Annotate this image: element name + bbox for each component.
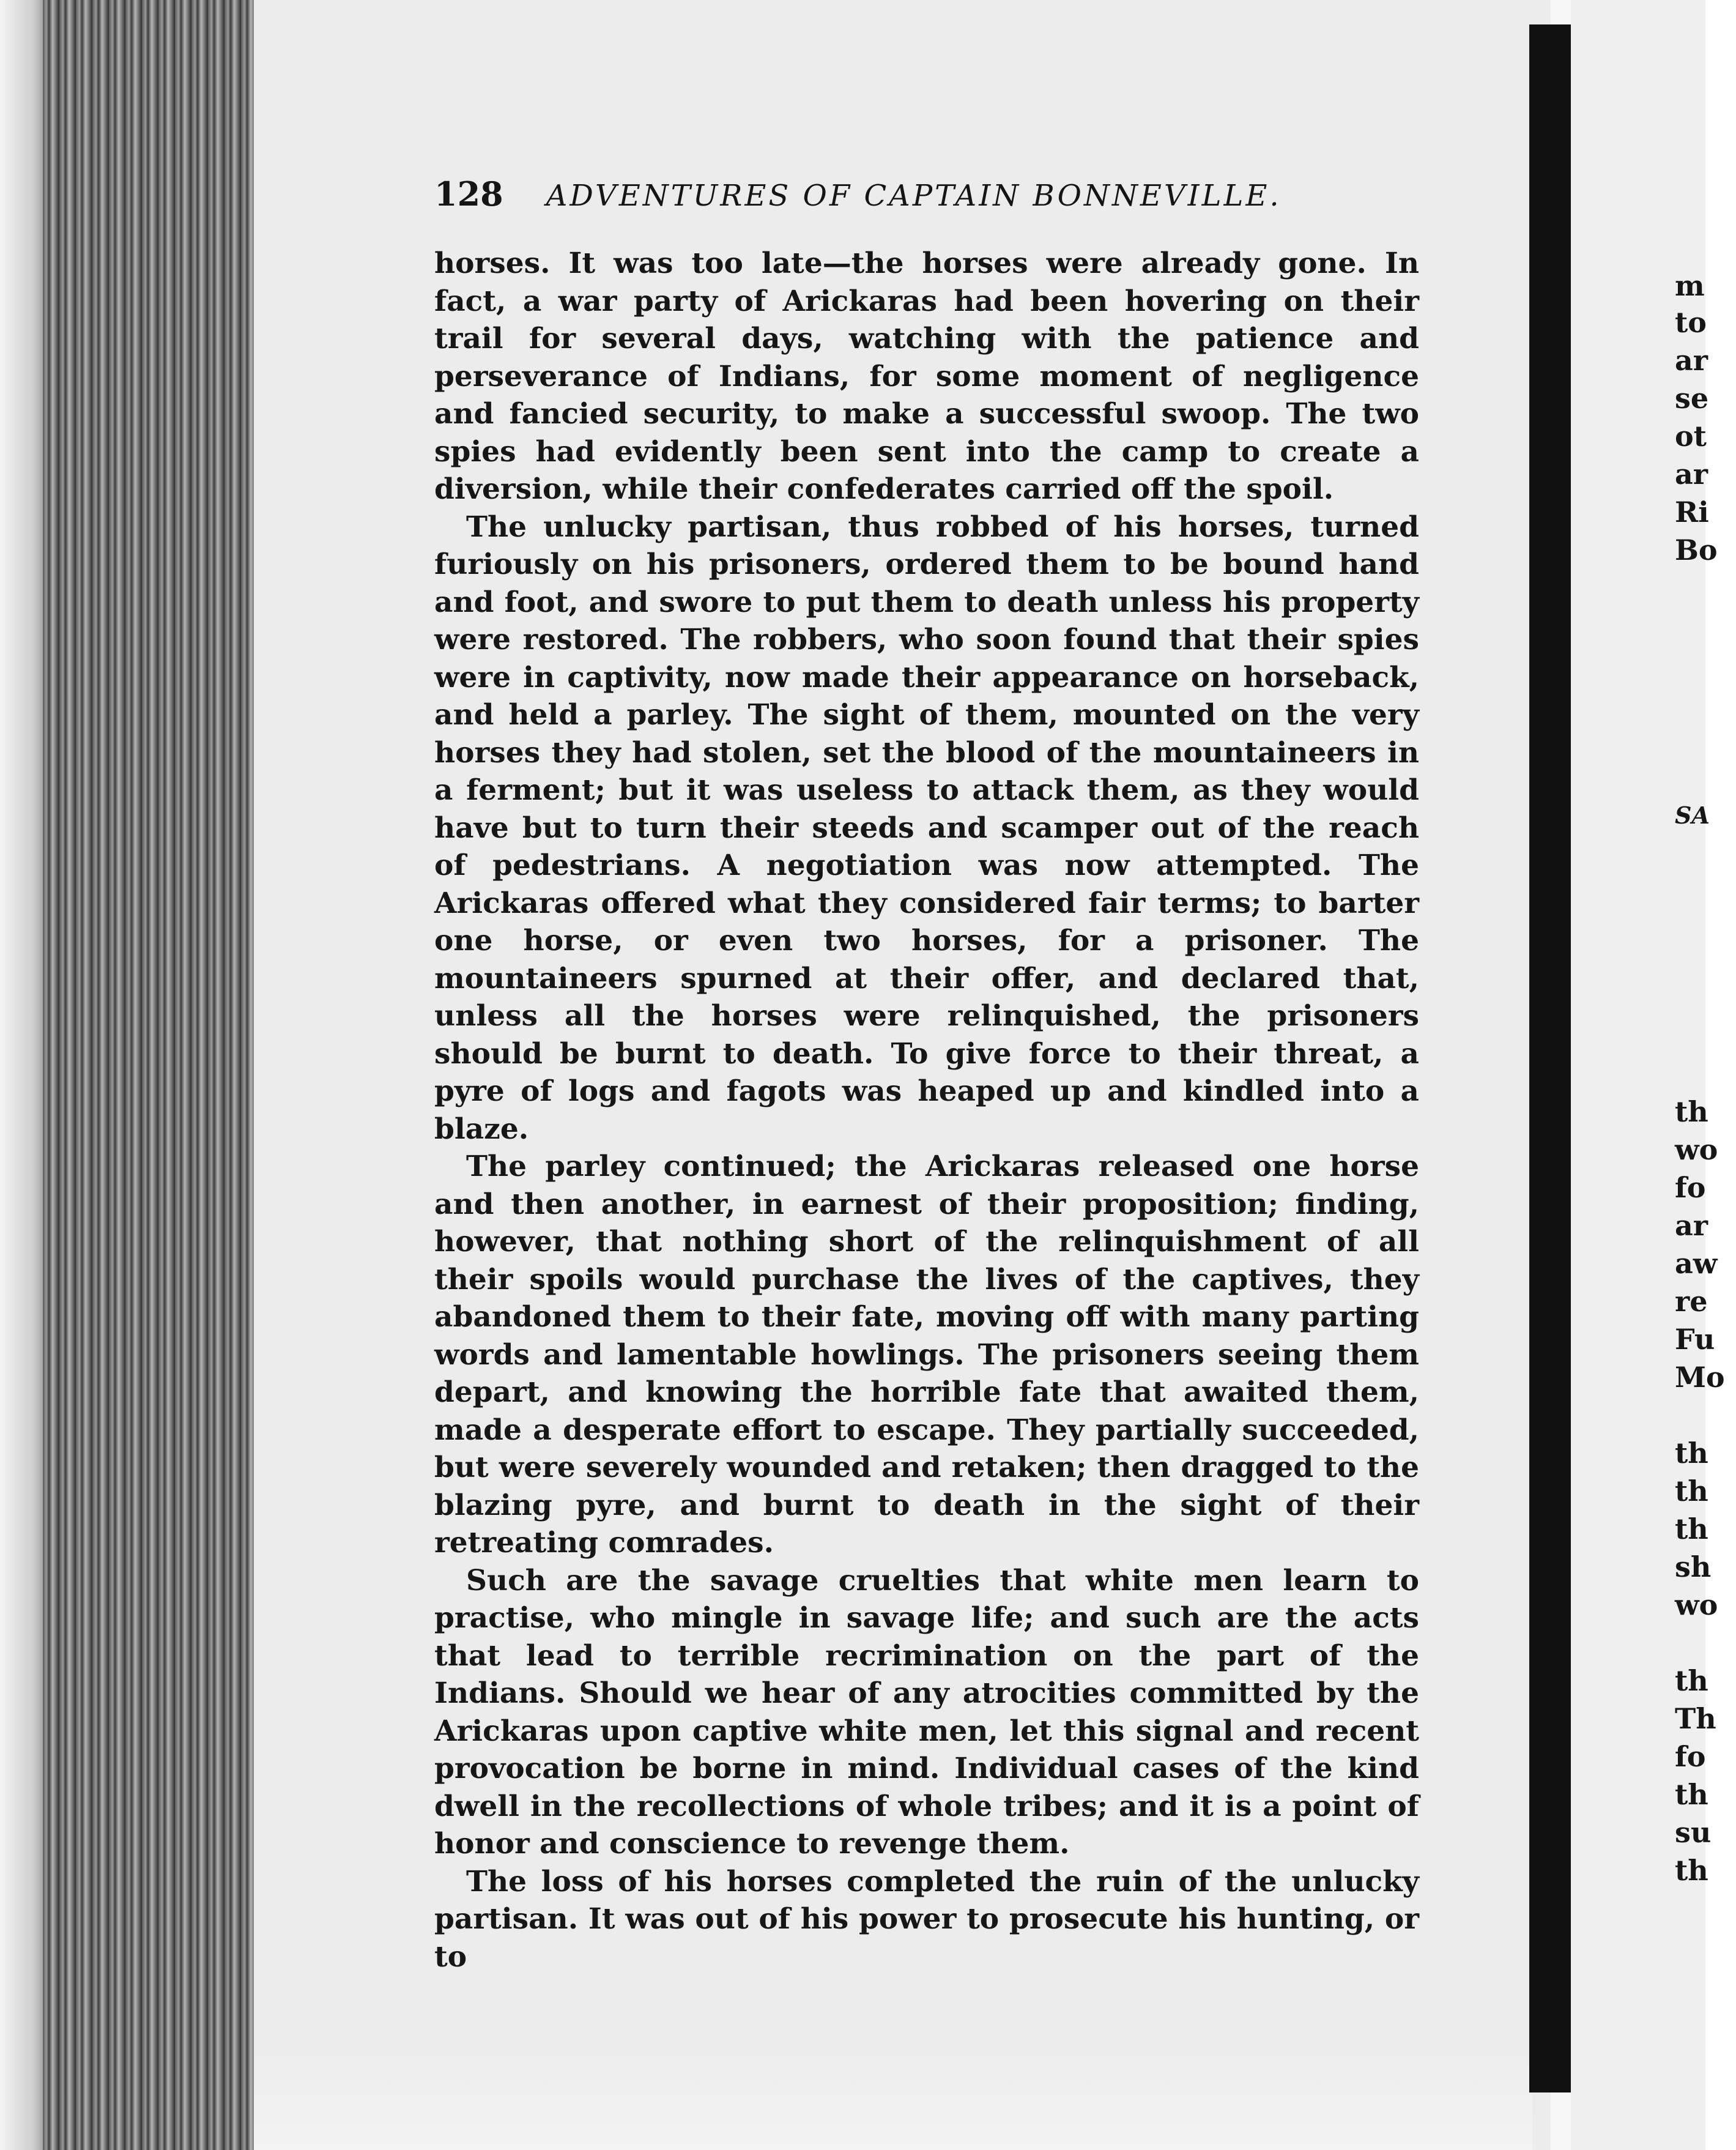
paragraph: Such are the savage cruelties that white men learn to practise, who mingle in savage life; and such are the acts that lead to terrible recrimination on the part of the Indians. Should we hear of any atrocities committed by the Arickaras upon captive white men, let this signal and recent provocation be borne in mind. Individual cases of the kind dwell in the recollections of whole tribes; and it is a point of honor and conscience to revenge them. <box>434 1563 1419 1861</box>
paragraph: The unlucky partisan, thus robbed of his horses, turned furiously on his prisoners, ordered them to be bound hand and foot, and swore to put them to death unless his property were restored. The robbers, who soon found that their spies were in captivity, now made their appearance on horseback, and held a parley. The sight of them, mounted on the very horses they had stolen, set the blood of the mountaineers in a ferment; but it was useless to attack them, as they would have but to turn their steeds and scamper out of the reach of pedestrians. A negotiation was now attempted. The Arickaras offered what they considered fair terms; to barter one horse, or even two horses, for a prisoner. The mountaineers spurned at their offer, and declared that, unless all the horses were relinquished, the prisoners should be burnt to death. To give force to their threat, a pyre of logs and fagots was heaped up and kindled into a blaze. <box>434 510 1419 1146</box>
running-head <box>434 174 1309 223</box>
next-page-fragment: Fu <box>1675 1323 1715 1356</box>
next-page-fragment: th <box>1675 1095 1708 1128</box>
next-page-fragment: Ri <box>1675 496 1709 529</box>
book-gutter <box>1529 24 1571 2092</box>
next-page-fragment: aw <box>1675 1247 1718 1280</box>
next-page-fragment: to <box>1675 306 1707 339</box>
next-page-fragment: th <box>1675 1778 1708 1811</box>
next-page-fragment: Th <box>1675 1702 1716 1735</box>
next-page-fragment: ar <box>1675 1209 1708 1242</box>
paragraph: The loss of his horses completed the ruin of the unlucky partisan. It was out of his power to prosecute his hunting, or to <box>434 1864 1419 1974</box>
next-page-fragment: th <box>1675 1475 1708 1508</box>
next-page-fragment: SA <box>1675 802 1710 829</box>
next-page-fragment: ar <box>1675 458 1708 491</box>
next-page-fragment: wo <box>1675 1133 1718 1166</box>
page-bottom-margin <box>254 2044 1532 2150</box>
next-page-fragment: ot <box>1675 420 1707 453</box>
next-page-fragment: Bo <box>1675 534 1718 567</box>
next-page-fragment: fo <box>1675 1740 1706 1773</box>
next-page-fragment: su <box>1675 1816 1712 1849</box>
running-title: ADVENTURES OF CAPTAIN BONNEVILLE. <box>546 179 1282 213</box>
next-page-fragment: se <box>1675 382 1709 415</box>
next-page-fragment: re <box>1675 1285 1708 1318</box>
next-page-fragment: th <box>1675 1664 1708 1697</box>
next-page-fragment: th <box>1675 1854 1708 1887</box>
next-page-fragment: wo <box>1675 1588 1718 1621</box>
page-edges <box>43 0 263 2150</box>
next-page-fragment: th <box>1675 1512 1708 1546</box>
body-text <box>434 245 1419 1976</box>
next-page-fragment: Mo <box>1675 1361 1725 1394</box>
paragraph: The parley continued; the Arickaras released one horse and then another, in earnest of their proposition; finding, however, that nothing short of the relinquishment of all their spoils would purchase the lives of the captives, they abandoned them to their fate, moving off with many parting words and lamentable howlings. The prisoners seeing them depart, and knowing the horrible fate that awaited them, made a desperate effort to escape. They partially succeeded, but were severely wounded and retaken; then dragged to the blazing pyre, and burnt to death in the sight of their retreating comrades. <box>434 1150 1419 1560</box>
next-page-fragment: fo <box>1675 1171 1706 1204</box>
next-page-fragment: th <box>1675 1437 1708 1470</box>
next-page-fragment: m <box>1675 269 1705 302</box>
next-page-fragment: sh <box>1675 1550 1712 1583</box>
page-number: 128 <box>434 174 503 214</box>
paragraph: horses. It was too late—the horses were already gone. In fact, a war party of Arickaras had been hovering on their trail for several days, watching with the patience and perseverance of Indians, for some moment of negligence and fancied security, to make a successful swoop. The two spies had evidently been sent into the camp to create a diversion, while their confederates carried off the spoil. <box>434 247 1419 506</box>
next-page-fragment: ar <box>1675 344 1708 377</box>
